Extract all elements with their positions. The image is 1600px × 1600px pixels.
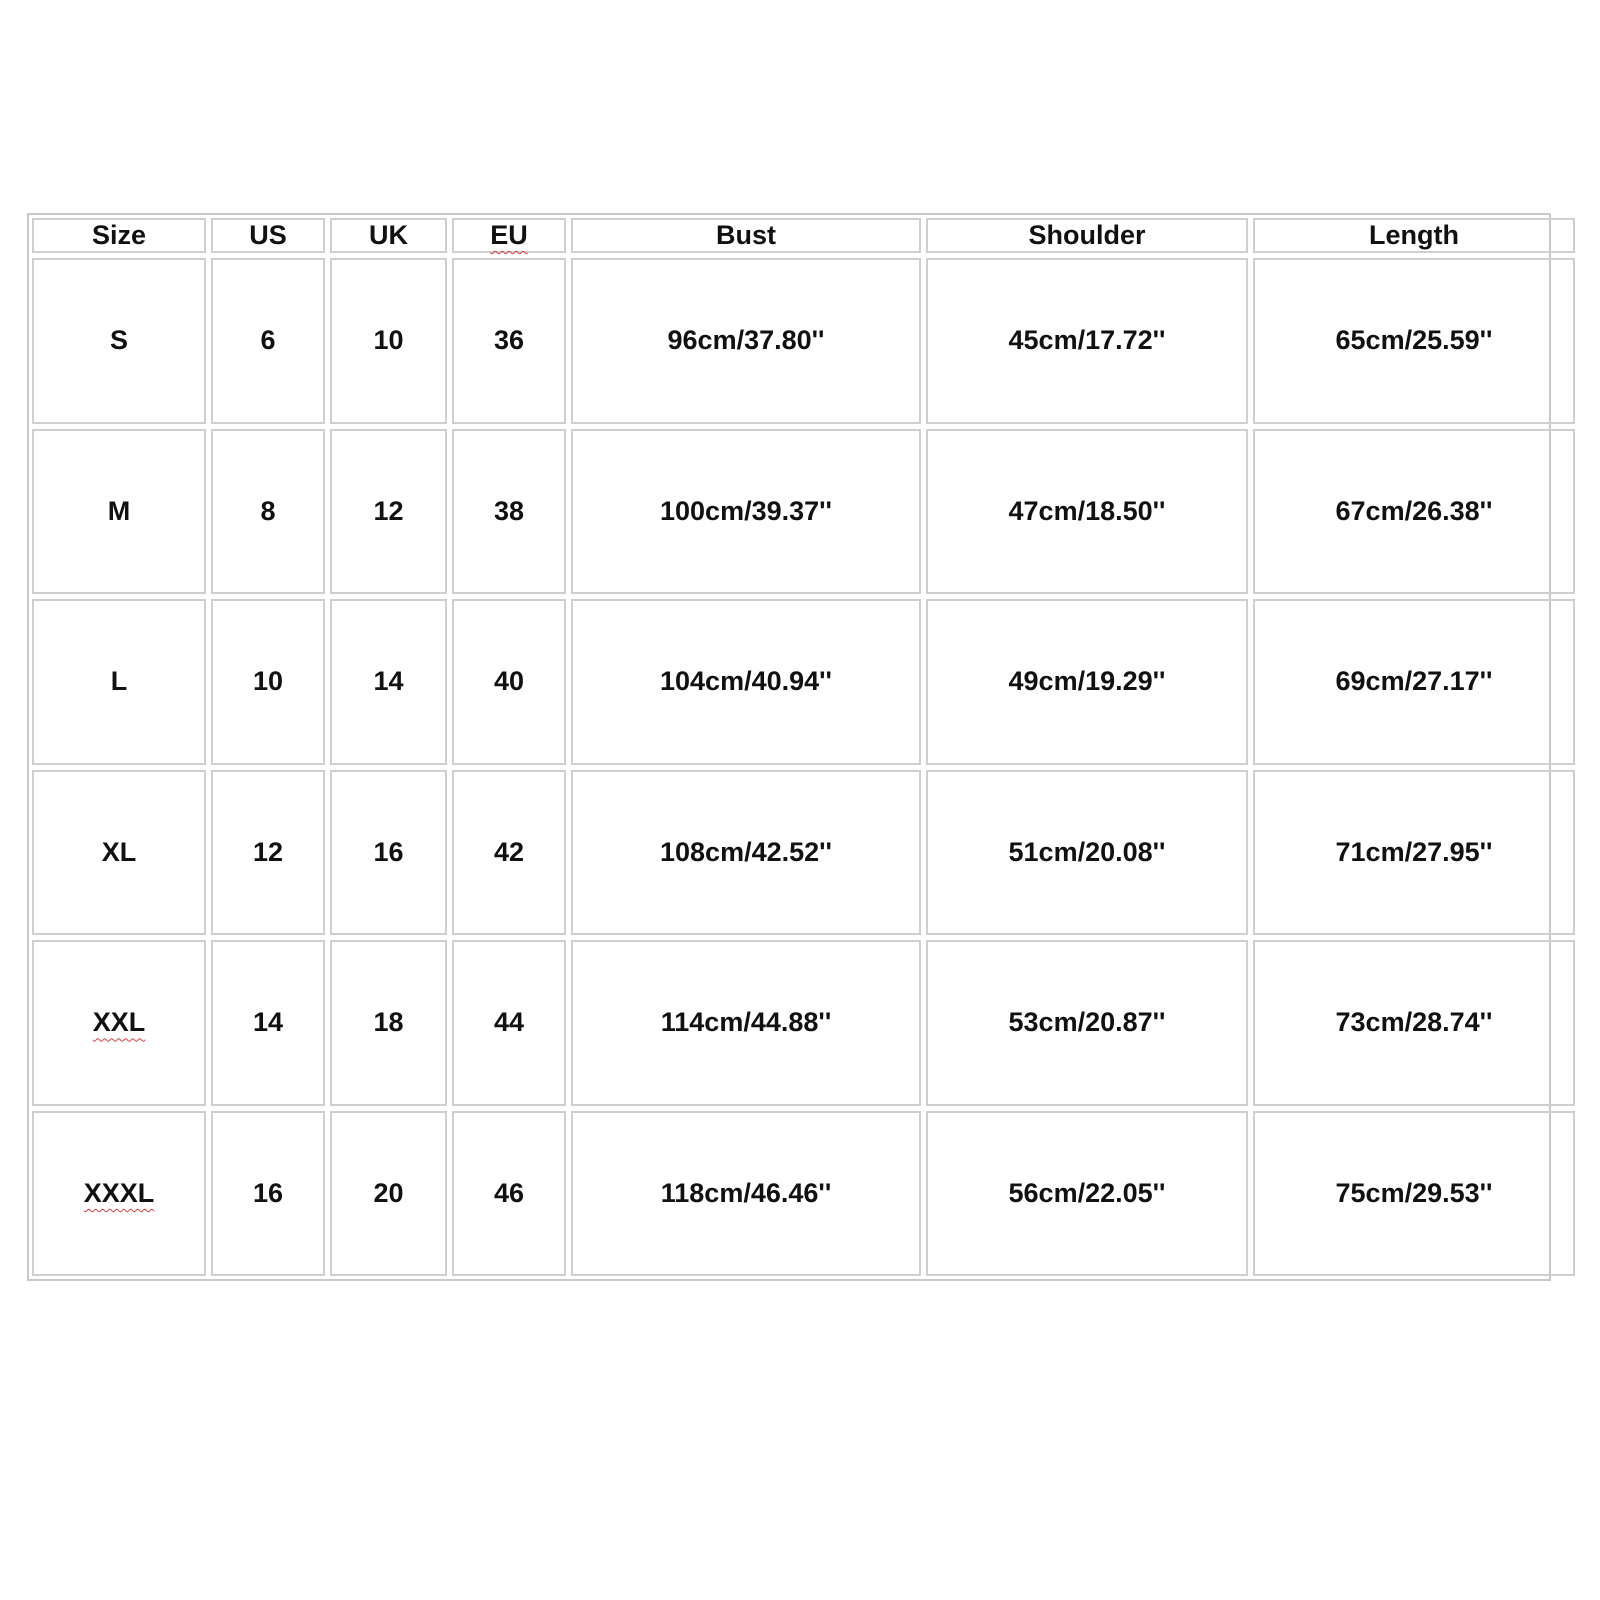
cell-size: M xyxy=(32,429,206,595)
cell-bust: 108cm/42.52'' xyxy=(571,770,921,936)
size-table xyxy=(27,213,1580,1281)
cell-bust: 104cm/40.94'' xyxy=(571,599,921,765)
cell-bust: 114cm/44.88'' xyxy=(571,940,921,1106)
cell-length: 71cm/27.95'' xyxy=(1253,770,1575,936)
cell-shoulder: 56cm/22.05'' xyxy=(926,1111,1248,1277)
cell-eu: 36 xyxy=(452,258,566,424)
header-eu-label: EU xyxy=(490,220,528,250)
cell-uk: 20 xyxy=(330,1111,447,1277)
size-chart xyxy=(27,213,1551,1281)
cell-uk: 12 xyxy=(330,429,447,595)
cell-uk: 18 xyxy=(330,940,447,1106)
cell-size: L xyxy=(32,599,206,765)
header-eu xyxy=(452,218,566,253)
cell-us: 12 xyxy=(211,770,325,936)
cell-bust: 100cm/39.37'' xyxy=(571,429,921,595)
cell-shoulder: 47cm/18.50'' xyxy=(926,429,1248,595)
table-row xyxy=(32,770,1575,936)
cell-length: 69cm/27.17'' xyxy=(1253,599,1575,765)
cell-us: 14 xyxy=(211,940,325,1106)
cell-us: 6 xyxy=(211,258,325,424)
cell-eu: 38 xyxy=(452,429,566,595)
cell-bust: 96cm/37.80'' xyxy=(571,258,921,424)
cell-size xyxy=(32,1111,206,1277)
cell-eu: 46 xyxy=(452,1111,566,1277)
cell-uk: 14 xyxy=(330,599,447,765)
table-row xyxy=(32,599,1575,765)
cell-length: 65cm/25.59'' xyxy=(1253,258,1575,424)
cell-length: 67cm/26.38'' xyxy=(1253,429,1575,595)
table-row xyxy=(32,258,1575,424)
cell-eu: 44 xyxy=(452,940,566,1106)
cell-length: 75cm/29.53'' xyxy=(1253,1111,1575,1277)
cell-eu: 42 xyxy=(452,770,566,936)
header-us: US xyxy=(211,218,325,253)
cell-bust: 118cm/46.46'' xyxy=(571,1111,921,1277)
cell-size-label: XXXL xyxy=(83,1177,155,1208)
table-row xyxy=(32,940,1575,1106)
header-bust: Bust xyxy=(571,218,921,253)
cell-us: 8 xyxy=(211,429,325,595)
cell-size xyxy=(32,940,206,1106)
header-uk: UK xyxy=(330,218,447,253)
table-row xyxy=(32,1111,1575,1277)
cell-us: 16 xyxy=(211,1111,325,1277)
table-row xyxy=(32,429,1575,595)
cell-eu: 40 xyxy=(452,599,566,765)
cell-us: 10 xyxy=(211,599,325,765)
cell-shoulder: 53cm/20.87'' xyxy=(926,940,1248,1106)
header-length: Length xyxy=(1253,218,1575,253)
cell-size-label: XXL xyxy=(92,1007,146,1038)
header-row xyxy=(32,218,1575,253)
cell-uk: 16 xyxy=(330,770,447,936)
header-size: Size xyxy=(32,218,206,253)
cell-shoulder: 51cm/20.08'' xyxy=(926,770,1248,936)
cell-length: 73cm/28.74'' xyxy=(1253,940,1575,1106)
cell-size: XL xyxy=(32,770,206,936)
cell-shoulder: 49cm/19.29'' xyxy=(926,599,1248,765)
cell-uk: 10 xyxy=(330,258,447,424)
cell-shoulder: 45cm/17.72'' xyxy=(926,258,1248,424)
header-shoulder: Shoulder xyxy=(926,218,1248,253)
cell-size: S xyxy=(32,258,206,424)
